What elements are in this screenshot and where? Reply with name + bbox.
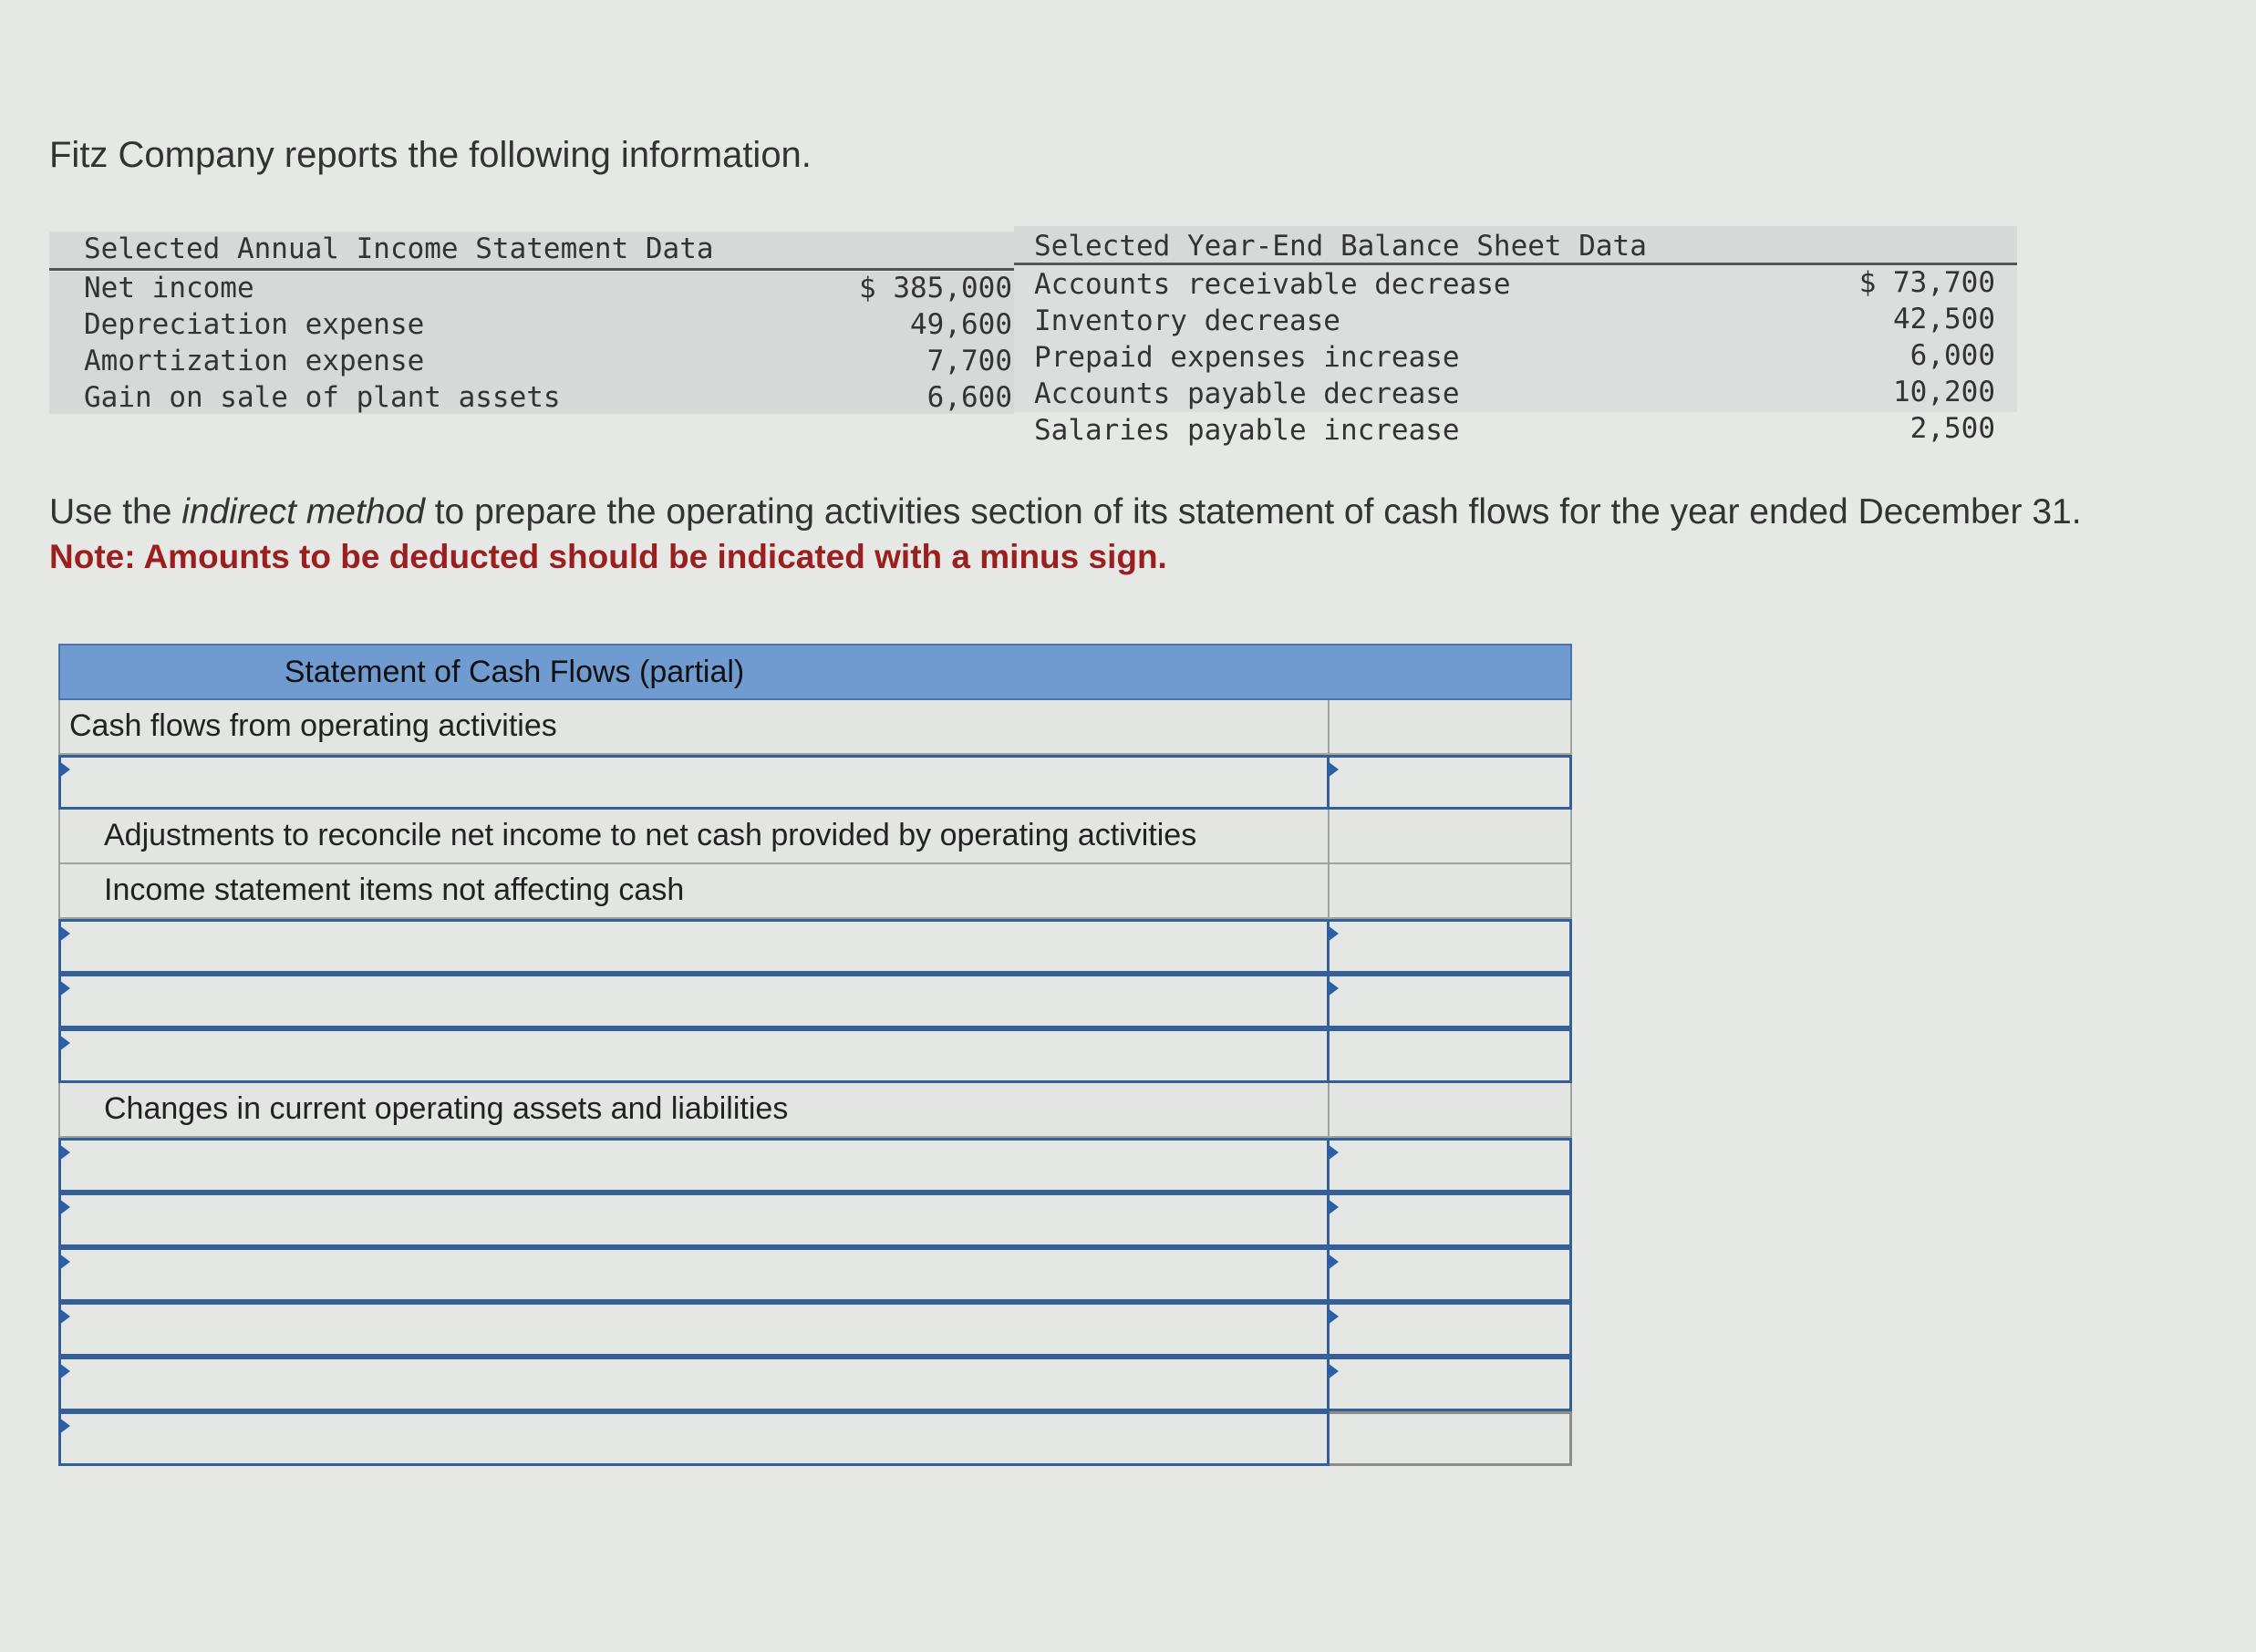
balance-row-value: 2,500 <box>1909 412 1995 445</box>
cash-flow-statement <box>58 644 1572 1466</box>
balance-row-label: Accounts receivable decrease <box>1034 268 1511 301</box>
amount-input[interactable] <box>1330 755 1572 810</box>
amount-input[interactable] <box>1330 1357 1572 1411</box>
dropdown-marker-icon <box>59 980 70 996</box>
dropdown-marker-icon <box>59 1363 70 1379</box>
dropdown-marker-icon <box>59 1199 70 1215</box>
dropdown-marker-icon <box>1328 761 1339 778</box>
change-input-row <box>58 1357 1572 1411</box>
dropdown-marker-icon <box>59 761 70 778</box>
income-row-label: Amortization expense <box>84 345 425 377</box>
balance-row-value: 10,200 <box>1893 376 1995 408</box>
balance-row-value: 42,500 <box>1893 303 1995 336</box>
balance-table-header: Selected Year-End Balance Sheet Data <box>1034 230 1647 263</box>
amount-input[interactable] <box>1330 1302 1572 1357</box>
income-row-value: 49,600 <box>910 308 1012 341</box>
dropdown-marker-icon <box>1328 925 1339 942</box>
operating-section-label: Cash flows from operating activities <box>58 700 1330 755</box>
dropdown-marker-icon <box>59 1418 70 1434</box>
income-row-label: Net income <box>84 272 254 305</box>
dropdown-marker-icon <box>1328 1254 1339 1270</box>
dropdown-marker-icon <box>59 1035 70 1051</box>
income-row-label: Depreciation expense <box>84 308 425 341</box>
intro-text: Fitz Company reports the following information. <box>49 135 812 175</box>
dropdown-marker-icon <box>59 1144 70 1161</box>
label-select[interactable] <box>58 1247 1330 1302</box>
label-select[interactable] <box>58 1411 1330 1466</box>
instructions-emphasis: indirect method <box>181 492 425 532</box>
operating-section-row <box>58 700 1572 755</box>
adjustments-row <box>58 810 1572 864</box>
adjustment-input-row <box>58 974 1572 1028</box>
not-affecting-cash-label: Income statement items not affecting cash <box>58 864 1330 919</box>
income-row-value: 6,600 <box>926 381 1012 414</box>
not-affecting-cash-amount <box>1330 864 1572 919</box>
operating-section-amount <box>1330 700 1572 755</box>
change-input-row <box>58 1193 1572 1247</box>
adjustments-amount <box>1330 810 1572 864</box>
total-input-row <box>58 1411 1572 1466</box>
label-select[interactable] <box>58 974 1330 1028</box>
income-row-label: Gain on sale of plant assets <box>84 381 561 414</box>
balance-row-value: $ 73,700 <box>1858 266 1995 299</box>
amount-input[interactable] <box>1330 1028 1572 1083</box>
change-input-row <box>58 1247 1572 1302</box>
dropdown-marker-icon <box>59 1308 70 1325</box>
dropdown-marker-icon <box>1328 1363 1339 1379</box>
income-table-header: Selected Annual Income Statement Data <box>84 232 714 265</box>
label-select[interactable] <box>58 1028 1330 1083</box>
amount-input[interactable] <box>1330 1193 1572 1247</box>
changes-label: Changes in current operating assets and liabilities <box>58 1083 1330 1138</box>
income-row-value: $ 385,000 <box>859 272 1012 305</box>
amount-input[interactable] <box>1330 1247 1572 1302</box>
dropdown-marker-icon <box>1328 980 1339 996</box>
changes-amount <box>1330 1083 1572 1138</box>
label-select[interactable] <box>58 919 1330 974</box>
change-input-row <box>58 1302 1572 1357</box>
statement-title: Statement of Cash Flows (partial) <box>58 644 1572 700</box>
label-select[interactable] <box>58 1138 1330 1193</box>
amount-input[interactable] <box>1330 919 1572 974</box>
label-select[interactable] <box>58 1193 1330 1247</box>
income-row-value: 7,700 <box>926 345 1012 377</box>
label-select[interactable] <box>58 1302 1330 1357</box>
dropdown-marker-icon <box>1328 1199 1339 1215</box>
dropdown-marker-icon <box>59 925 70 942</box>
amount-input[interactable] <box>1330 1138 1572 1193</box>
label-select[interactable] <box>58 755 1330 810</box>
label-select[interactable] <box>58 1357 1330 1411</box>
net-income-input-row <box>58 755 1572 810</box>
changes-row <box>58 1083 1572 1138</box>
amount-input[interactable] <box>1330 974 1572 1028</box>
balance-row-label: Prepaid expenses increase <box>1034 341 1460 374</box>
dropdown-marker-icon <box>1328 1308 1339 1325</box>
adjustments-label: Adjustments to reconcile net income to net cash provided by operating activities <box>58 810 1330 864</box>
change-input-row <box>58 1138 1572 1193</box>
instructions-prefix: Use the <box>49 492 182 532</box>
dropdown-marker-icon <box>59 1254 70 1270</box>
instructions-text <box>49 492 2082 532</box>
balance-row-label: Inventory decrease <box>1034 305 1340 337</box>
note-text: Note: Amounts to be deducted should be indicated with a minus sign. <box>49 538 1167 575</box>
dropdown-marker-icon <box>1328 1144 1339 1161</box>
not-affecting-cash-row <box>58 864 1572 919</box>
adjustment-input-row <box>58 919 1572 974</box>
total-amount-display <box>1330 1411 1572 1466</box>
instructions-suffix: to prepare the operating activities section of its statement of cash flows for the year ended December 31. <box>424 492 2082 532</box>
balance-row-value: 6,000 <box>1909 339 1995 372</box>
balance-row-label: Salaries payable increase <box>1034 414 1460 447</box>
adjustment-input-row <box>58 1028 1572 1083</box>
balance-row-label: Accounts payable decrease <box>1034 377 1460 410</box>
